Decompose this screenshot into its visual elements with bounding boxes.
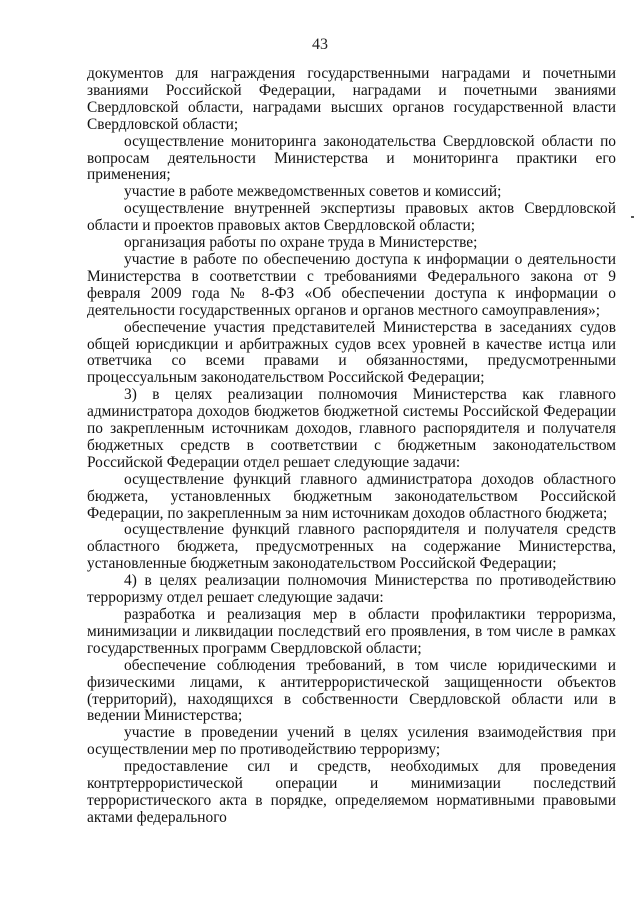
paragraph: участие в работе по обеспечению доступа к информации о деятельности Министерства в соответствии с требованиями Федерального закона от 9 февраля 2009 года № 8-ФЗ «Об обеспечении доступа к информации о деятельности государственных органов и органов местного самоуправления»;	[87, 250, 616, 319]
paragraph: осуществление функций главного распорядителя и получателя средств областного бюджета, предусмотренных на содержание Министерства, установленные бюджетным законодательством Российской Федерации;	[87, 521, 616, 573]
paragraph: осуществление функций главного администратора доходов областного бюджета, установленных бюджетным законодательством Российской Федерации, по закрепленным за ним источникам доходов областного бюджета;	[87, 470, 616, 522]
paragraph: осуществление внутренней экспертизы правовых актов Свердловской области и проектов правовых актов Свердловской области;	[87, 200, 616, 235]
paragraph: 4) в целях реализации полномочия Министерства по противодействию терроризму отдел решает следующие задачи:	[87, 572, 616, 607]
paragraph: участие в проведении учений в целях усиления взаимодействия при осуществлении мер по противодействию терроризму;	[87, 724, 616, 759]
scan-edge-mark	[631, 216, 634, 218]
paragraph: предоставление сил и средств, необходимых для проведения контртеррористической операции и минимизации последствий террористического акта в порядке, определяемом нормативными правовыми актами федерального	[87, 758, 616, 826]
paragraph: обеспечение соблюдения требований, в том числе юридическими и физическими лицами, к антитеррористической защищенности объектов (территорий), находящихся в собственности Свердловской области или в ведении Министерства;	[87, 656, 616, 725]
paragraph: участие в работе межведомственных советов и комиссий;	[124, 183, 502, 201]
paragraph: организация работы по охране труда в Министерстве;	[124, 234, 478, 252]
paragraph: документов для награждения государственными наградами и почетными званиями Российской Федерации, наградами и почетными званиями Свердловской области, наградами высших органов государственной власти Свердловской области;	[87, 65, 616, 133]
page-number: 43	[312, 36, 328, 53]
paragraph: разработка и реализация мер в области профилактики терроризма, минимизации и ликвидации последствий его проявления, в том числе в рамках государственных программ Свердловской области;	[87, 606, 616, 657]
paragraph: обеспечение участия представителей Министерства в заседаниях судов общей юрисдикции и арбитражных судов всех уровней в качестве истца или ответчика со всеми правами и обязанностями, предусмотренными процессуальным законодательством Российской Федерации;	[87, 318, 616, 387]
paragraph: осуществление мониторинга законодательства Свердловской области по вопросам деятельности Министерства и мониторинга практики его применения;	[87, 132, 616, 184]
paragraph: 3) в целях реализации полномочия Министерства как главного администратора доходов бюджетов бюджетной системы Российской Федерации по закрепленным источникам доходов, главного распорядителя и получателя бюджетных средств в соответствии с бюджетным законодательством Российской Федерации отдел решает следующие задачи:	[87, 386, 616, 471]
document-body	[87, 66, 616, 827]
